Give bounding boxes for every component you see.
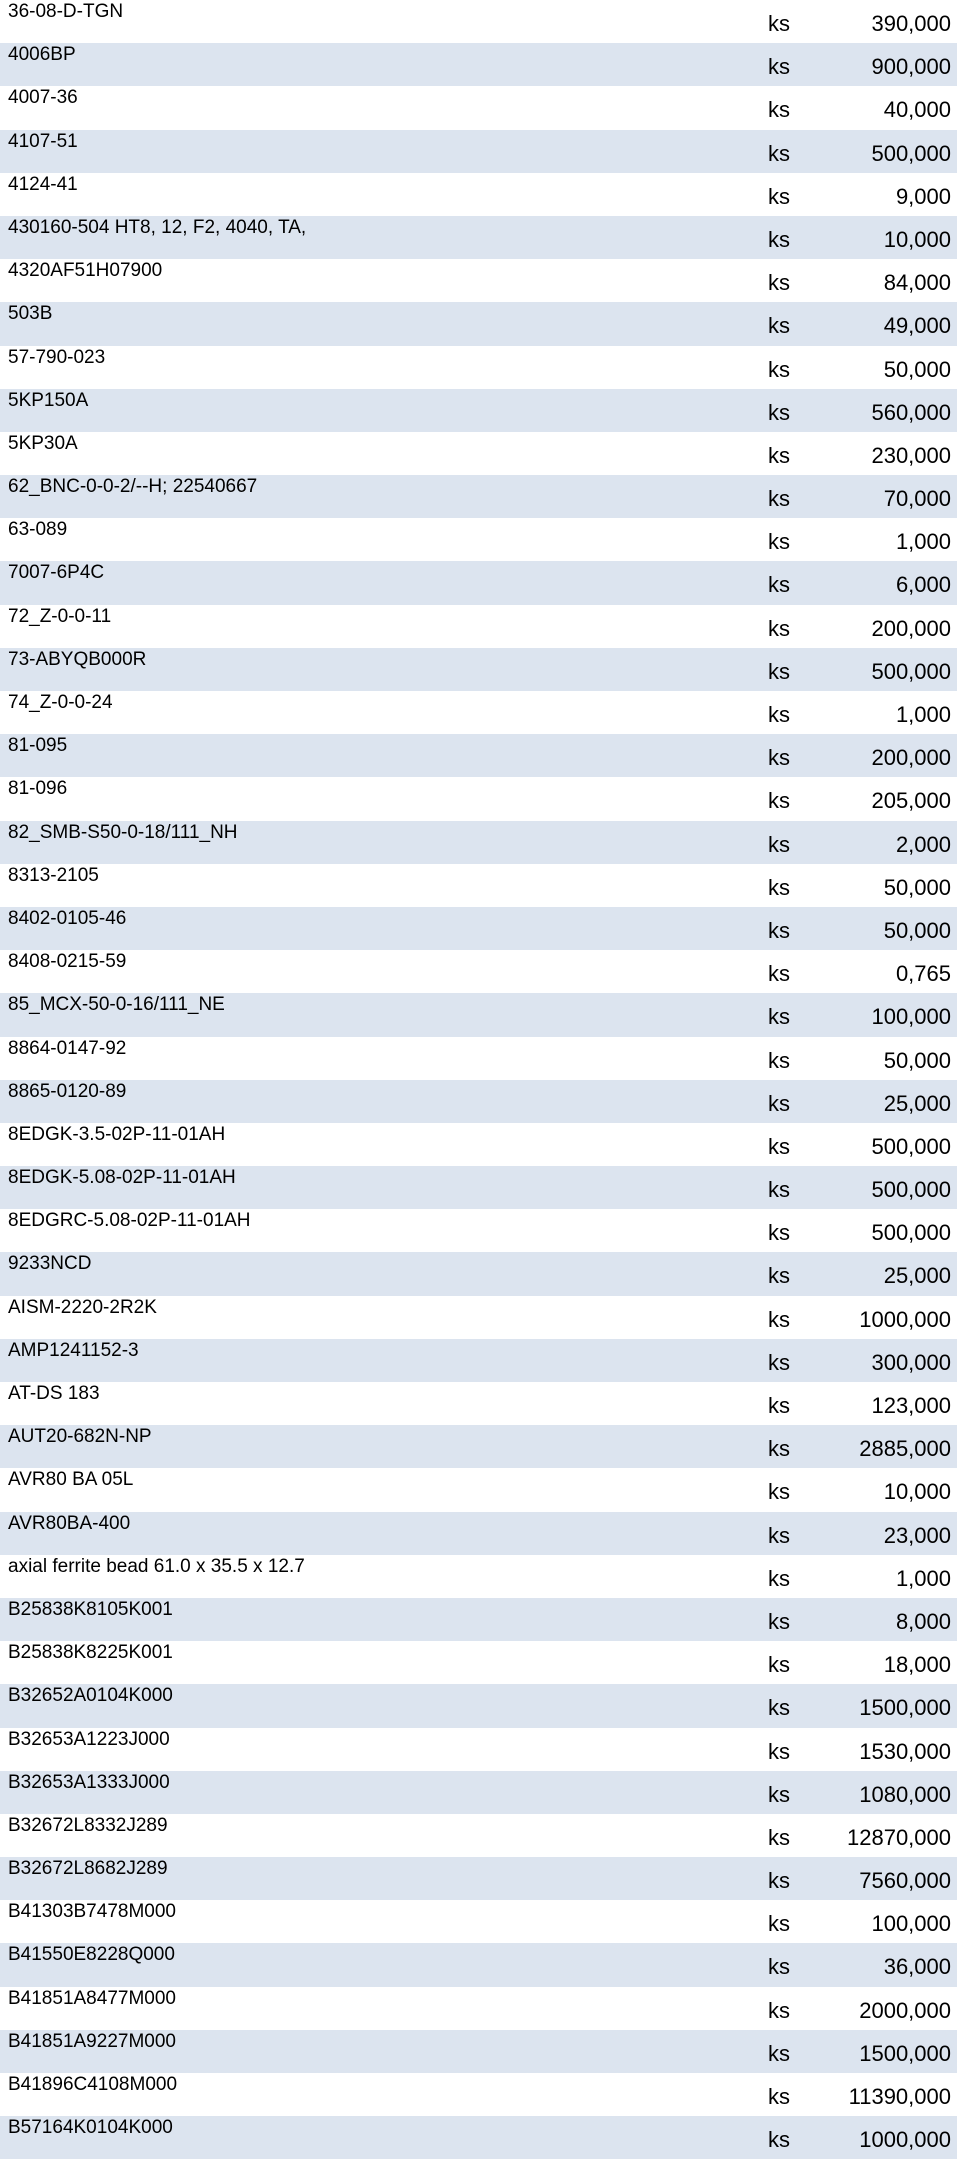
unit: ks: [768, 1177, 790, 1203]
part-code: axial ferrite bead 61.0 x 35.5 x 12.7: [8, 1555, 305, 1577]
table-row: [0, 1296, 957, 1339]
quantity: 200,000: [871, 615, 951, 641]
unit: ks: [768, 1954, 790, 1980]
table-row: [0, 1512, 957, 1555]
part-code: B32652A0104K000: [8, 1685, 173, 1707]
table-row: [0, 605, 957, 648]
quantity: 205,000: [871, 788, 951, 814]
quantity: 18,000: [883, 1652, 951, 1678]
quantity: 300,000: [871, 1349, 951, 1375]
table-row: [0, 259, 957, 302]
part-code: 81-095: [8, 735, 68, 757]
unit: ks: [768, 1522, 790, 1548]
part-code: 8865-0120-89: [8, 1080, 127, 1102]
quantity: 0,765: [895, 961, 951, 987]
part-code: AMP1241152-3: [8, 1339, 139, 1361]
unit: ks: [768, 1047, 790, 1073]
unit: ks: [768, 2127, 790, 2153]
table-row: [0, 1468, 957, 1511]
part-code: B25838K8105K001: [8, 1598, 173, 1620]
quantity: 49,000: [883, 313, 951, 339]
table-row: [0, 86, 957, 129]
part-code: 8313-2105: [8, 864, 99, 886]
part-code: 5KP150A: [8, 389, 89, 411]
table-row: [0, 518, 957, 561]
part-code: AUT20-682N-NP: [8, 1426, 152, 1448]
unit: ks: [768, 183, 790, 209]
unit: ks: [768, 1479, 790, 1505]
unit: ks: [768, 702, 790, 727]
quantity: 1080,000: [859, 1781, 951, 1807]
unit: ks: [768, 399, 790, 425]
part-code: 503B: [8, 303, 53, 325]
part-code: AISM-2220-2R2K: [8, 1296, 157, 1318]
part-code: B32653A1223J000: [8, 1728, 170, 1750]
unit: ks: [768, 572, 790, 598]
quantity: 10,000: [883, 226, 951, 252]
quantity: 500,000: [871, 1220, 951, 1246]
unit: ks: [768, 917, 790, 943]
unit: ks: [768, 11, 790, 36]
part-code: 57-790-023: [8, 346, 106, 368]
table-row: [0, 432, 957, 475]
unit: ks: [768, 226, 790, 252]
quantity: 1,000: [895, 529, 951, 555]
table-row: [0, 302, 957, 345]
part-code: B32672L8332J289: [8, 1814, 168, 1836]
unit: ks: [768, 1738, 790, 1764]
table-row: [0, 216, 957, 259]
table-row: [0, 1080, 957, 1123]
quantity: 100,000: [871, 1911, 951, 1937]
unit: ks: [768, 1868, 790, 1894]
table-row: [0, 691, 957, 734]
quantity: 2000,000: [859, 1997, 951, 2023]
unit: ks: [768, 1911, 790, 1937]
quantity: 2,000: [895, 831, 951, 857]
quantity: 1500,000: [859, 2040, 951, 2066]
unit: ks: [768, 788, 790, 814]
quantity: 40,000: [883, 97, 951, 123]
quantity: 1000,000: [859, 2127, 951, 2153]
table-row: [0, 1857, 957, 1900]
unit: ks: [768, 97, 790, 123]
table-row: [0, 1425, 957, 1468]
table-row: [0, 993, 957, 1036]
unit: ks: [768, 2040, 790, 2066]
quantity: 10,000: [883, 1479, 951, 1505]
table-row: [0, 2073, 957, 2116]
part-code: 4007-36: [8, 87, 78, 109]
quantity: 500,000: [871, 140, 951, 166]
unit: ks: [768, 1695, 790, 1721]
quantity: 84,000: [883, 270, 951, 296]
table-row: [0, 1900, 957, 1943]
quantity: 50,000: [883, 1047, 951, 1073]
part-code: 62_BNC-0-0-2/--H; 22540667: [8, 476, 258, 498]
part-code: B41303B7478M000: [8, 1901, 176, 1923]
quantity: 1,000: [895, 702, 951, 727]
unit: ks: [768, 745, 790, 771]
part-code: 63-089: [8, 519, 68, 541]
table-row: [0, 2030, 957, 2073]
part-code: 85_MCX-50-0-16/111_NE: [8, 994, 225, 1016]
table-row: [0, 1555, 957, 1598]
quantity: 23,000: [883, 1522, 951, 1548]
unit: ks: [768, 1349, 790, 1375]
unit: ks: [768, 1090, 790, 1116]
part-code: B57164K0104K000: [8, 2117, 173, 2139]
table-row: [0, 1641, 957, 1684]
unit: ks: [768, 270, 790, 296]
unit: ks: [768, 1652, 790, 1678]
unit: ks: [768, 313, 790, 339]
part-code: 74_Z-0-0-24: [8, 692, 113, 713]
table-row: [0, 1684, 957, 1727]
part-code: 8402-0105-46: [8, 907, 127, 929]
quantity: 500,000: [871, 1177, 951, 1203]
unit: ks: [768, 1781, 790, 1807]
quantity: 560,000: [871, 399, 951, 425]
quantity: 390,000: [871, 11, 951, 36]
unit: ks: [768, 831, 790, 857]
quantity: 50,000: [883, 356, 951, 382]
table-row: [0, 1987, 957, 2030]
unit: ks: [768, 1393, 790, 1418]
part-code: 8EDGK-5.08-02P-11-01AH: [8, 1167, 236, 1189]
unit: ks: [768, 1220, 790, 1246]
table-row: [0, 475, 957, 518]
unit: ks: [768, 356, 790, 382]
table-row: [0, 561, 957, 604]
table-row: [0, 1728, 957, 1771]
quantity: 36,000: [883, 1954, 951, 1980]
quantity: 1000,000: [859, 1306, 951, 1332]
table-row: [0, 173, 957, 216]
quantity: 230,000: [871, 442, 951, 468]
quantity: 50,000: [883, 874, 951, 900]
quantity: 50,000: [883, 917, 951, 943]
unit: ks: [768, 1436, 790, 1462]
quantity: 900,000: [871, 54, 951, 80]
unit: ks: [768, 1306, 790, 1332]
unit: ks: [768, 1997, 790, 2023]
quantity: 1530,000: [859, 1738, 951, 1764]
unit: ks: [768, 529, 790, 555]
part-code: B41550E8228Q000: [8, 1944, 175, 1966]
table-row: [0, 346, 957, 389]
quantity: 9,000: [895, 183, 951, 209]
table-row: [0, 1037, 957, 1080]
unit: ks: [768, 1004, 790, 1030]
unit: ks: [768, 1608, 790, 1634]
table-row: [0, 821, 957, 864]
unit: ks: [768, 54, 790, 80]
part-code: B41851A8477M000: [8, 1987, 176, 2009]
unit: ks: [768, 1565, 790, 1591]
part-code: 8408-0215-59: [8, 951, 127, 973]
quantity: 7560,000: [859, 1868, 951, 1894]
quantity: 1,000: [895, 1565, 951, 1591]
quantity: 25,000: [883, 1090, 951, 1116]
table-row: [0, 1166, 957, 1209]
table-row: [0, 43, 957, 86]
part-code: 36-08-D-TGN: [8, 1, 124, 22]
unit: ks: [768, 1133, 790, 1159]
table-row: [0, 1771, 957, 1814]
quantity: 6,000: [895, 572, 951, 598]
part-code: 7007-6P4C: [8, 562, 105, 584]
part-code: B41896C4108M000: [8, 2074, 178, 2095]
part-code: 4006BP: [8, 44, 76, 66]
table-row: [0, 1814, 957, 1857]
quantity: 1500,000: [859, 1695, 951, 1721]
quantity: 500,000: [871, 658, 951, 684]
part-code: B41851A9227M000: [8, 2030, 176, 2052]
part-code: 73-ABYQB000R: [8, 648, 147, 670]
part-code: 5KP30A: [8, 432, 78, 454]
unit: ks: [768, 1824, 790, 1850]
table-row: [0, 1382, 957, 1425]
quantity: 123,000: [871, 1393, 951, 1418]
unit: ks: [768, 2084, 790, 2109]
table-row: [0, 2116, 957, 2159]
part-code: 82_SMB-S50-0-18/111_NH: [8, 821, 238, 843]
unit: ks: [768, 486, 790, 512]
part-code: 8EDGRC-5.08-02P-11-01AH: [8, 1210, 251, 1232]
unit: ks: [768, 615, 790, 641]
unit: ks: [768, 140, 790, 166]
quantity: 25,000: [883, 1263, 951, 1289]
table-row: [0, 1209, 957, 1252]
table-row: [0, 1943, 957, 1986]
part-code: 9233NCD: [8, 1253, 92, 1275]
unit: ks: [768, 961, 790, 987]
table-row: [0, 1252, 957, 1295]
quantity: 70,000: [883, 486, 951, 512]
table-row: [0, 130, 957, 173]
quantity: 2885,000: [859, 1436, 951, 1462]
part-code: 4107-51: [8, 130, 78, 152]
part-code: 8864-0147-92: [8, 1037, 127, 1059]
table-row: [0, 0, 957, 43]
part-code: 72_Z-0-0-11: [8, 605, 112, 627]
table-row: [0, 907, 957, 950]
table-row: [0, 389, 957, 432]
part-code: B25838K8225K001: [8, 1642, 173, 1664]
unit: ks: [768, 1263, 790, 1289]
quantity: 12870,000: [847, 1824, 951, 1850]
part-code: AVR80BA-400: [8, 1512, 131, 1534]
part-code: 430160-504 HT8, 12, F2, 4040, TA,: [8, 216, 307, 238]
unit: ks: [768, 658, 790, 684]
part-code: 8EDGK-3.5-02P-11-01AH: [8, 1123, 226, 1145]
table-row: [0, 950, 957, 993]
table-row: [0, 777, 957, 820]
table-row: [0, 648, 957, 691]
table-row: [0, 864, 957, 907]
part-code: B32672L8682J289: [8, 1858, 168, 1880]
table-row: [0, 734, 957, 777]
quantity: 500,000: [871, 1133, 951, 1159]
part-code: AT-DS 183: [8, 1383, 100, 1404]
part-code: 4320AF51H07900: [8, 260, 163, 282]
part-code: AVR80 BA 05L: [8, 1469, 134, 1491]
part-code: 4124-41: [8, 173, 78, 195]
table-row: [0, 1598, 957, 1641]
quantity: 11390,000: [848, 2084, 951, 2109]
unit: ks: [768, 442, 790, 468]
quantity: 8,000: [895, 1608, 951, 1634]
part-code: B32653A1333J000: [8, 1771, 170, 1793]
unit: ks: [768, 874, 790, 900]
quantity: 200,000: [871, 745, 951, 771]
part-code: 81-096: [8, 778, 68, 800]
table-row: [0, 1339, 957, 1382]
table-row: [0, 1123, 957, 1166]
quantity: 100,000: [871, 1004, 951, 1030]
